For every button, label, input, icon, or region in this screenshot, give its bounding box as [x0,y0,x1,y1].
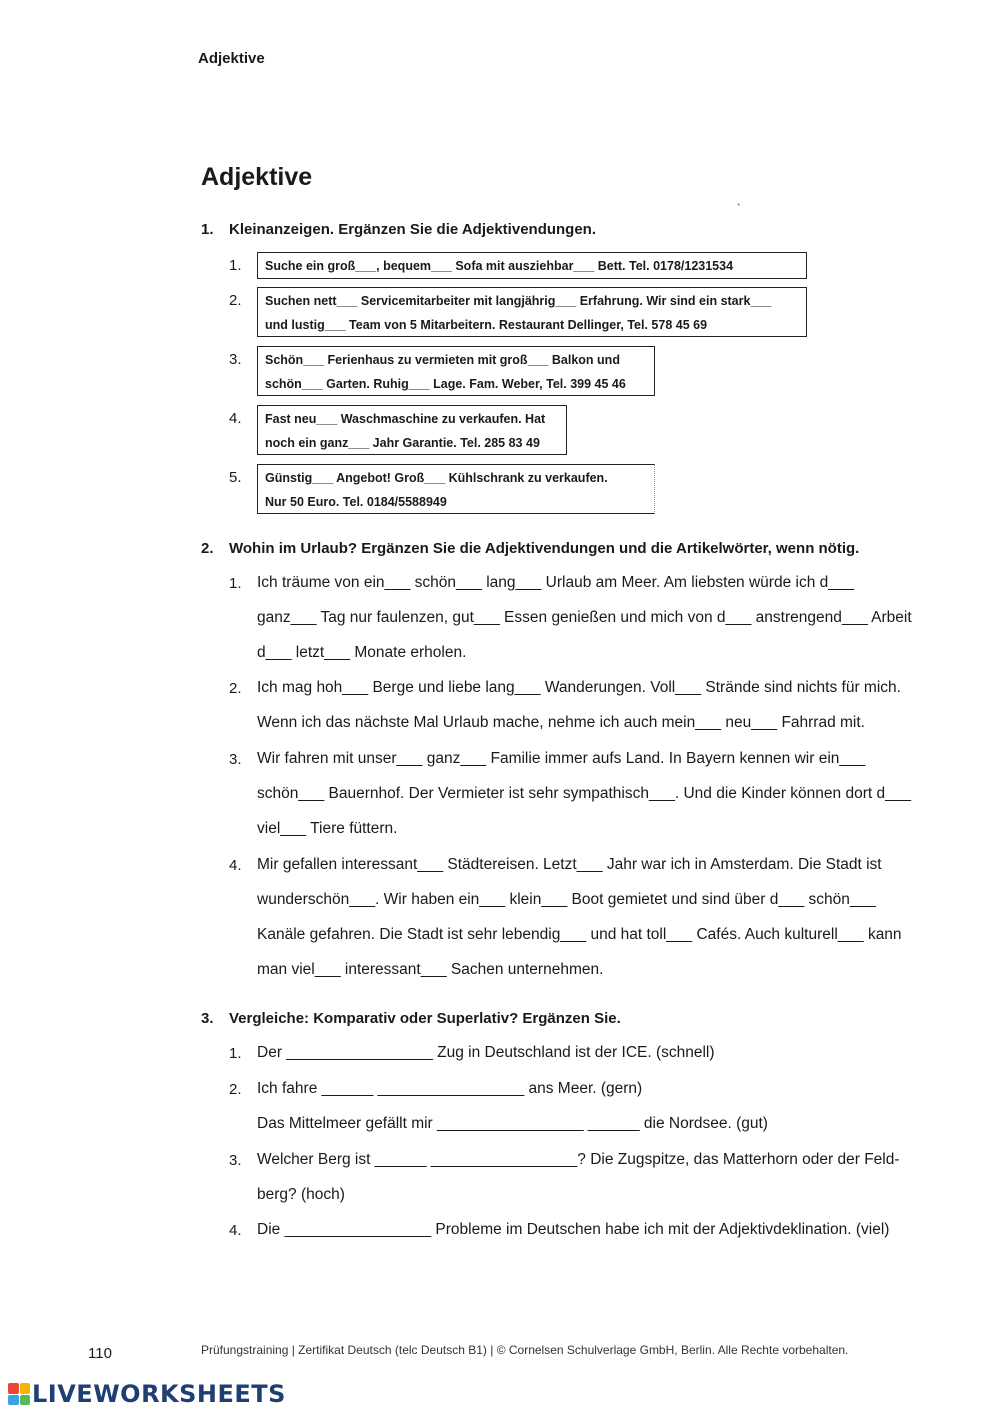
exercise-2-1-number: 1. [229,575,242,592]
logo-text: LIVEWORKSHEETS [32,1380,286,1408]
ad-line: schön___ Garten. Ruhig___ Lage. Fam. Weber, Tel. 399 45 46 [265,376,626,391]
footer-text: Prüfungstraining | Zertifikat Deutsch (telc Deutsch B1) | © Cornelsen Schulverlage GmbH, Berlin. Alle Rechte vorbehalten. [201,1343,849,1357]
section-2-title: Wohin im Urlaub? Ergänzen Sie die Adjektivendungen und die Artikelwörter, wenn nötig. [229,540,860,557]
ad-line: und lustig___ Team von 5 Mitarbeitern. Restaurant Dellinger, Tel. 578 45 69 [265,317,708,332]
exercise-line: berg? (hoch) [257,1186,345,1203]
exercise-line: Ich fahre ______ _________________ ans Meer. (gern) [257,1080,643,1097]
logo-square-icon [8,1395,19,1406]
exercise-line: Der _________________ Zug in Deutschland ist der ICE. (schnell) [257,1044,715,1061]
ad-3-number: 3. [229,351,242,368]
liveworksheets-logo[interactable] [8,1379,286,1409]
ad-2-box [257,287,807,337]
exercise-line: Die _________________ Probleme im Deutschen habe ich mit der Adjektivdeklination. (viel) [257,1221,890,1238]
section-3-title: Vergleiche: Komparativ oder Superlativ? Ergänzen Sie. [229,1010,621,1027]
exercise-line: Ich mag hoh___ Berge und liebe lang___ Wanderungen. Voll___ Strände sind nichts für mich. [257,679,901,696]
ad-1-number: 1. [229,257,242,274]
exercise-line: Wenn ich das nächste Mal Urlaub mache, nehme ich auch mein___ neu___ Fahrrad mit. [257,714,865,731]
exercise-3-1-number: 1. [229,1045,242,1062]
exercise-line: Ich träume von ein___ schön___ lang___ Urlaub am Meer. Am liebsten würde ich d___ [257,574,855,591]
exercise-2-2-number: 2. [229,680,242,697]
ad-line: Fast neu___ Waschmaschine zu verkaufen. Hat [265,412,546,426]
exercise-2-3-number: 3. [229,751,242,768]
exercise-3-4-number: 4. [229,1222,242,1239]
exercise-3-2-number: 2. [229,1081,242,1098]
ad-line: Suchen nett___ Servicemitarbeiter mit langjährig___ Erfahrung. Wir sind ein stark___ [265,294,772,308]
exercise-line: wunderschön___. Wir haben ein___ klein___ Boot gemietet und sind über d___ schön___ [257,891,876,908]
ad-5-number: 5. [229,469,242,486]
page-number: 110 [88,1345,112,1362]
running-title: Adjektive [198,50,265,67]
section-1-title: Kleinanzeigen. Ergänzen Sie die Adjektivendungen. [229,221,597,238]
exercise-2-4-number: 4. [229,857,242,874]
exercise-line: man viel___ interessant___ Sachen unternehmen. [257,961,604,978]
logo-grid-icon [8,1383,30,1405]
ad-4-box [257,405,567,455]
exercise-line: ganz___ Tag nur faulenzen, gut___ Essen genießen und mich von d___ anstrengend___ Arbeit [257,609,912,626]
ad-1-box [257,252,807,279]
section-1-number: 1. [201,221,214,238]
ad-line: Schön___ Ferienhaus zu vermieten mit groß___ Balkon und [265,353,620,367]
exercise-line: schön___ Bauernhof. Der Vermieter ist sehr sympathisch___. Und die Kinder können dort d___ [257,785,911,802]
ad-3-box [257,346,655,396]
exercise-line: Welcher Berg ist ______ _________________? Die Zugspitze, das Matterhorn oder der Feld- [257,1151,900,1168]
exercise-line: Kanäle gefahren. Die Stadt ist sehr lebendig___ und hat toll___ Cafés. Auch kulturell___ kann [257,926,902,943]
ad-line: Günstig___ Angebot! Groß___ Kühlschrank zu verkaufen. [265,471,608,485]
section-2-number: 2. [201,540,214,557]
logo-square-icon [8,1383,19,1394]
exercise-line: d___ letzt___ Monate erholen. [257,644,467,661]
stray-mark: ˎ [737,192,741,206]
exercise-3-3-number: 3. [229,1152,242,1169]
ad-line: noch ein ganz___ Jahr Garantie. Tel. 285 83 49 [265,435,540,450]
ad-5-box [257,464,655,514]
ad-2-number: 2. [229,292,242,309]
exercise-line: Mir gefallen interessant___ Städtereisen. Letzt___ Jahr war ich in Amsterdam. Die Stadt ist [257,856,882,873]
exercise-line: Das Mittelmeer gefällt mir _________________ ______ die Nordsee. (gut) [257,1115,768,1132]
page-title: Adjektive [201,163,313,191]
ad-4-number: 4. [229,410,242,427]
section-3-number: 3. [201,1010,214,1027]
ad-line: Suche ein groß___, bequem___ Sofa mit ausziehbar___ Bett. Tel. 0178/1231534 [265,259,734,273]
exercise-line: Wir fahren mit unser___ ganz___ Familie immer aufs Land. In Bayern kennen wir ein___ [257,750,866,767]
ad-line: Nur 50 Euro. Tel. 0184/5588949 [265,494,447,509]
exercise-line: viel___ Tiere füttern. [257,820,398,837]
logo-square-icon [20,1383,31,1394]
logo-square-icon [20,1395,31,1406]
